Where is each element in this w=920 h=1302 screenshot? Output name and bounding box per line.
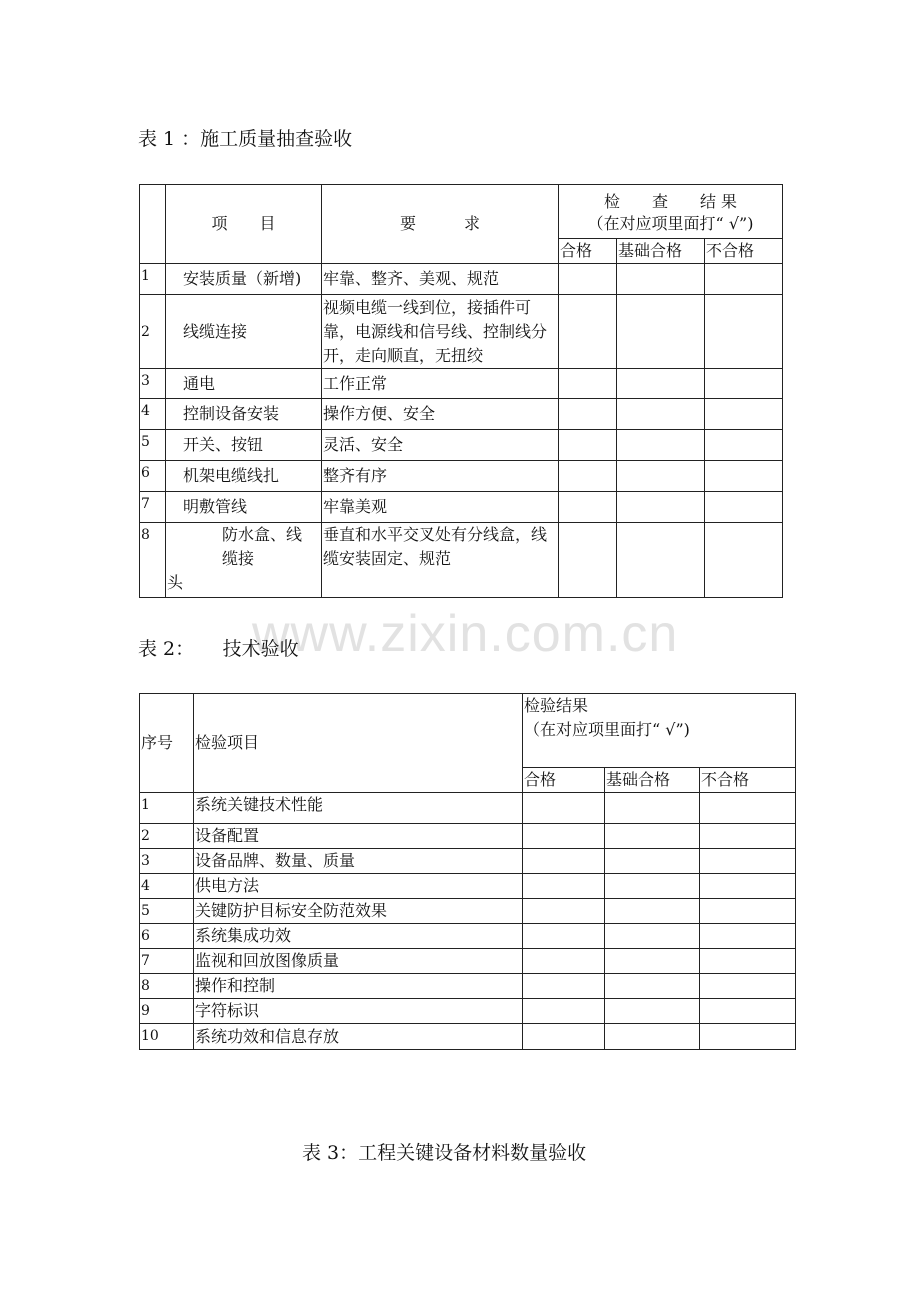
header-item: 项 目 — [166, 185, 322, 264]
pass-cell[interactable] — [523, 824, 605, 849]
basic-pass-cell[interactable] — [617, 492, 705, 523]
row-number: 4 — [140, 399, 166, 430]
row-requirement: 视频电缆一线到位，接插件可靠，电源线和信号线、控制线分开，走向顺直，无扭绞 — [322, 295, 559, 369]
row-number: 2 — [140, 824, 194, 849]
header-pass: 合格 — [523, 768, 605, 793]
fail-cell[interactable] — [700, 849, 796, 874]
table-row — [140, 399, 783, 430]
table-row — [140, 461, 783, 492]
fail-cell[interactable] — [705, 264, 783, 295]
table-row — [140, 295, 783, 369]
row-number: 4 — [140, 874, 194, 899]
fail-cell[interactable] — [700, 899, 796, 924]
basic-pass-cell[interactable] — [617, 461, 705, 492]
row-number: 8 — [140, 974, 194, 999]
fail-cell[interactable] — [700, 974, 796, 999]
pass-cell[interactable] — [523, 974, 605, 999]
row-item: 设备品牌、数量、质量 — [194, 849, 523, 874]
basic-pass-cell[interactable] — [605, 949, 700, 974]
row-item: 设备配置 — [194, 824, 523, 849]
row-item: 安装质量（新增) — [166, 264, 322, 295]
header-fail: 不合格 — [705, 239, 783, 264]
fail-cell[interactable] — [705, 492, 783, 523]
row-item: 系统集成功效 — [194, 924, 523, 949]
row-item: 系统关键技术性能 — [194, 793, 523, 824]
row-requirement: 牢靠美观 — [322, 492, 559, 523]
fail-cell[interactable] — [700, 924, 796, 949]
basic-pass-cell[interactable] — [617, 264, 705, 295]
pass-cell[interactable] — [559, 264, 617, 295]
row-item: 通电 — [166, 369, 322, 399]
pass-cell[interactable] — [523, 949, 605, 974]
row-number: 10 — [140, 1024, 194, 1050]
fail-cell[interactable] — [700, 874, 796, 899]
basic-pass-cell[interactable] — [617, 430, 705, 461]
row-item: 监视和回放图像质量 — [194, 949, 523, 974]
row-item: 线缆连接 — [166, 295, 322, 369]
table2-title: 表 2： 技术验收 — [138, 638, 299, 660]
fail-cell[interactable] — [705, 523, 783, 598]
table-row — [140, 824, 796, 849]
row-number: 3 — [140, 849, 194, 874]
row-item-line2: 缆接 — [222, 549, 255, 568]
table-row — [140, 899, 796, 924]
row-number: 5 — [140, 899, 194, 924]
pass-cell[interactable] — [559, 295, 617, 369]
basic-pass-cell[interactable] — [617, 399, 705, 430]
row-item: 控制设备安装 — [166, 399, 322, 430]
row-requirement: 垂直和水平交叉处有分线盒，线缆安装固定、规范 — [322, 523, 559, 598]
basic-pass-cell[interactable] — [605, 924, 700, 949]
basic-pass-cell[interactable] — [605, 974, 700, 999]
basic-pass-cell[interactable] — [605, 1024, 700, 1050]
basic-pass-cell[interactable] — [617, 523, 705, 598]
row-number: 9 — [140, 999, 194, 1024]
pass-cell[interactable] — [559, 492, 617, 523]
construction-quality-table — [139, 184, 783, 598]
table-row — [140, 523, 783, 598]
header-no: 序号 — [140, 694, 194, 793]
fail-cell[interactable] — [700, 1024, 796, 1050]
row-item: 供电方法 — [194, 874, 523, 899]
row-item: 机架电缆线扎 — [166, 461, 322, 492]
header-result — [523, 694, 796, 768]
row-requirement: 工作正常 — [322, 369, 559, 399]
pass-cell[interactable] — [523, 849, 605, 874]
row-requirement: 整齐有序 — [322, 461, 559, 492]
technical-acceptance-table — [139, 693, 796, 1050]
row-number: 1 — [140, 793, 194, 824]
fail-cell[interactable] — [700, 793, 796, 824]
fail-cell[interactable] — [705, 369, 783, 399]
row-item-line1: 防水盒、线 — [222, 525, 303, 544]
row-number: 6 — [140, 461, 166, 492]
table-row — [140, 430, 783, 461]
basic-pass-cell[interactable] — [605, 824, 700, 849]
pass-cell[interactable] — [523, 899, 605, 924]
table-row — [140, 924, 796, 949]
pass-cell[interactable] — [559, 369, 617, 399]
table-row — [140, 874, 796, 899]
row-requirement: 操作方便、安全 — [322, 399, 559, 430]
row-item: 系统功效和信息存放 — [194, 1024, 523, 1050]
table-row — [140, 849, 796, 874]
fail-cell[interactable] — [705, 399, 783, 430]
fail-cell[interactable] — [705, 295, 783, 369]
table-row — [140, 1024, 796, 1050]
row-requirement: 灵活、安全 — [322, 430, 559, 461]
basic-pass-cell[interactable] — [605, 874, 700, 899]
pass-cell[interactable] — [523, 793, 605, 824]
row-item: 操作和控制 — [194, 974, 523, 999]
basic-pass-cell[interactable] — [605, 793, 700, 824]
row-number: 6 — [140, 924, 194, 949]
table3-title: 表 3：工程关键设备材料数量验收 — [302, 1142, 587, 1164]
header-result — [559, 185, 783, 239]
watermark: www.zixin.com.cn — [252, 605, 679, 663]
row-number: 5 — [140, 430, 166, 461]
row-number: 3 — [140, 369, 166, 399]
row-number: 1 — [140, 264, 166, 295]
header-result-line2: （在对应项里面打“ √”) — [587, 213, 754, 233]
basic-pass-cell[interactable] — [605, 849, 700, 874]
basic-pass-cell[interactable] — [617, 369, 705, 399]
basic-pass-cell[interactable] — [617, 295, 705, 369]
table-row — [140, 369, 783, 399]
header-result-line1: 检 查 结 果 — [603, 191, 738, 211]
fail-cell[interactable] — [700, 824, 796, 849]
table-row — [140, 264, 783, 295]
pass-cell[interactable] — [523, 874, 605, 899]
fail-cell[interactable] — [705, 430, 783, 461]
pass-cell[interactable] — [559, 523, 617, 598]
fail-cell[interactable] — [700, 949, 796, 974]
pass-cell[interactable] — [559, 399, 617, 430]
header-basic-pass: 基础合格 — [617, 239, 705, 264]
header-result-line1: 检验结果 — [524, 696, 589, 715]
row-item: 关键防护目标安全防范效果 — [194, 899, 523, 924]
table-row — [140, 492, 783, 523]
row-item — [166, 523, 322, 598]
header-fail: 不合格 — [700, 768, 796, 793]
pass-cell[interactable] — [523, 1024, 605, 1050]
pass-cell[interactable] — [523, 924, 605, 949]
row-item-line3: 头 — [167, 573, 184, 592]
table-row — [140, 974, 796, 999]
table1-title: 表 1 ：施工质量抽查验收 — [138, 128, 353, 150]
header-basic-pass: 基础合格 — [605, 768, 700, 793]
row-requirement: 牢靠、整齐、美观、规范 — [322, 264, 559, 295]
row-number: 7 — [140, 492, 166, 523]
row-item: 明敷管线 — [166, 492, 322, 523]
header-no — [140, 185, 166, 264]
table-row — [140, 949, 796, 974]
header-pass: 合格 — [559, 239, 617, 264]
header-result-line2: （在对应项里面打“ √”) — [524, 720, 690, 739]
row-number: 2 — [140, 295, 166, 369]
row-item: 开关、按钮 — [166, 430, 322, 461]
row-item: 字符标识 — [194, 999, 523, 1024]
row-number: 8 — [140, 523, 166, 598]
basic-pass-cell[interactable] — [605, 999, 700, 1024]
basic-pass-cell[interactable] — [605, 899, 700, 924]
header-requirement: 要 求 — [322, 185, 559, 264]
header-item: 检验项目 — [194, 694, 523, 793]
row-number: 7 — [140, 949, 194, 974]
pass-cell[interactable] — [559, 430, 617, 461]
fail-cell[interactable] — [700, 999, 796, 1024]
fail-cell[interactable] — [705, 461, 783, 492]
pass-cell[interactable] — [559, 461, 617, 492]
table-row — [140, 793, 796, 824]
table-row — [140, 999, 796, 1024]
pass-cell[interactable] — [523, 999, 605, 1024]
